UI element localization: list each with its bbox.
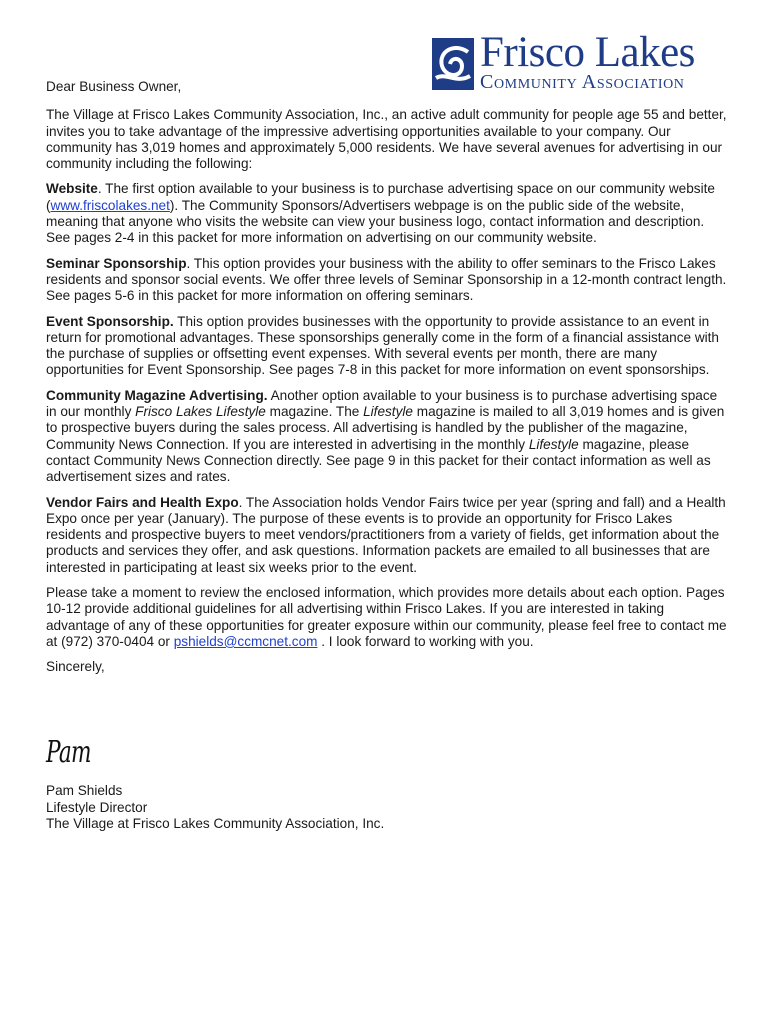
- website-paragraph: Website. The first option available to your business is to purchase advertising space on our community website (www.friscolakes.net). The Community Sponsors/Advertisers webpage is on the public side of the website, meaning that anyone who visits the website can view your business logo, contact information and description. See pages 2-4 in this packet for more information on advertising on our community website.: [46, 181, 715, 246]
- salutation: Dear Business Owner,: [46, 79, 182, 94]
- intro-paragraph: The Village at Frisco Lakes Community Association, Inc., an active adult community for people age 55 and better, invites you to take advantage of the impressive advertising opportunities available to your company. Our community has 3,019 homes and approximately 5,000 residents. We have several avenues for advertising in our community including the following:: [46, 107, 727, 172]
- letter-body: [46, 79, 728, 685]
- signer-title: Lifestyle Director: [46, 799, 148, 815]
- seminar-heading: Seminar Sponsorship: [46, 255, 187, 271]
- vendor-heading: Vendor Fairs and Health Expo: [46, 494, 239, 510]
- logo-name: Frisco Lakes: [480, 29, 695, 76]
- closing-paragraph: Please take a moment to review the enclosed information, which provides more details about each option. Pages 10-12 provide additional guidelines for all advertising within Frisco Lakes. If you are interested in taking advantage of any of these opportunities for greater exposure within our community, please feel free to contact me at (972) 370-0404 or pshields@ccmcnet.com . I look forward to working with you.: [46, 585, 727, 649]
- signature-block: [46, 783, 384, 833]
- seminar-paragraph: Seminar Sponsorship. This option provides your business with the ability to offer seminars to the Frisco Lakes residents and sponsor social events. We offer three levels of Seminar Sponsorship in a 12-month contract length. See pages 5-6 in this packet for more information on offering seminars.: [46, 255, 727, 304]
- sign-off: Sincerely,: [46, 659, 105, 675]
- event-heading: Event Sponsorship.: [46, 313, 174, 329]
- website-link[interactable]: www.friscolakes.net: [50, 197, 170, 213]
- logo-subtitle: Community Association: [480, 71, 685, 93]
- vendor-paragraph: Vendor Fairs and Health Expo. The Association holds Vendor Fairs twice per year (spring and fall) and a Health Expo once per year (January). The purpose of these events is to provide an opportunity for Frisco Lakes residents and prospective buyers to meet vendors/practitioners from a variety of fields, get information about the products and services they offer, and ask questions. Information packets are emailed to all businesses that are interested in participating at least six weeks prior to the event.: [46, 494, 726, 575]
- signer-organization: The Village at Frisco Lakes Community Association, Inc.: [46, 816, 385, 831]
- event-paragraph: Event Sponsorship. This option provides businesses with the opportunity to provide assistance to an event in return for promotional advantages. These sponsorships generally come in the form of a financial assistance with the purchase of supplies or offsetting event expenses. With several events per month, there are many opportunities for Event Sponsorship. See pages 7-8 in this packet for more information on event sponsorships.: [46, 313, 719, 378]
- signer-name: Pam Shields: [46, 783, 123, 798]
- handwritten-signature: Pam: [46, 735, 91, 770]
- magazine-paragraph: Community Magazine Advertising. Another option available to your business is to purchase advertising space in our monthly Frisco Lakes Lifestyle magazine. The Lifestyle magazine is mailed to all 3,019 homes and is given to prospective buyers during the sales process. All advertising is handled by the publisher of the magazine, Community News Connection. If you are interested in advertising in the monthly Lifestyle magazine, please contact Community News Connection directly. See page 9 in this packet for their contact information as well as advertisement sizes and rates.: [46, 387, 725, 485]
- website-heading: Website: [46, 181, 98, 197]
- magazine-heading: Community Magazine Advertising.: [46, 387, 268, 403]
- email-link[interactable]: pshields@ccmcnet.com: [173, 633, 318, 649]
